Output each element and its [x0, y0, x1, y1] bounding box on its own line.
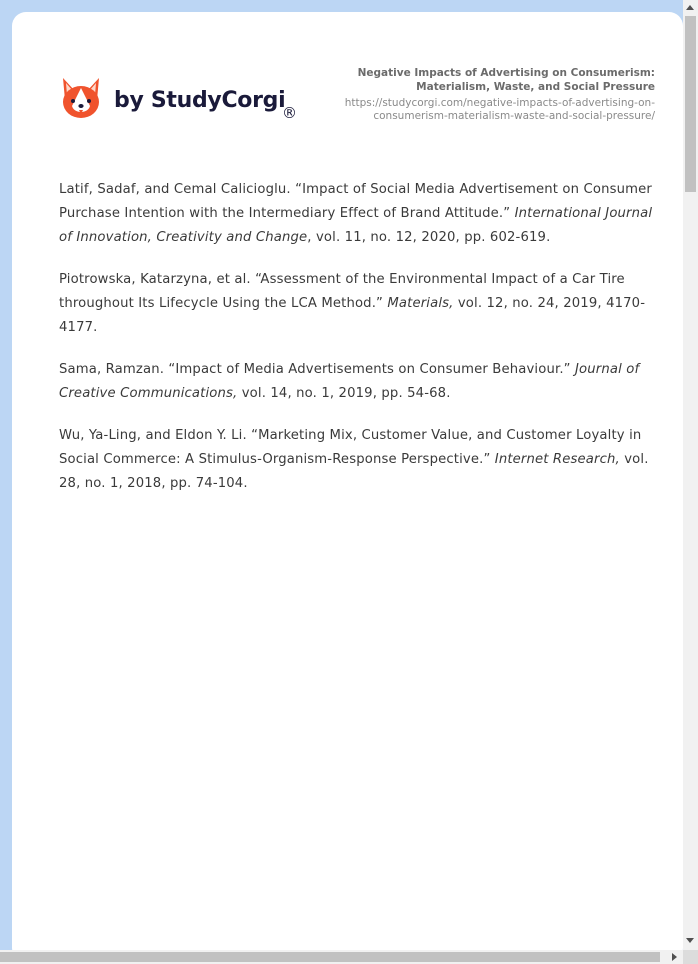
- document-title: [315, 66, 655, 94]
- reference-entry: [59, 424, 656, 496]
- document-url[interactable]: [315, 97, 655, 123]
- reference-journal: Internet Research,: [494, 452, 620, 467]
- scroll-down-arrow-icon[interactable]: [686, 938, 694, 943]
- scrollbar-corner: [683, 950, 698, 964]
- reference-journal: International Journal of Innovation, Creativity and Change: [59, 206, 653, 245]
- horizontal-scrollbar[interactable]: [0, 950, 683, 964]
- scroll-up-arrow-icon[interactable]: [686, 5, 694, 10]
- reference-details: vol. 28, no. 1, 2018, pp. 74-104.: [59, 452, 649, 491]
- reference-entry: [59, 268, 656, 340]
- works-cited-list: [59, 178, 656, 514]
- reference-details: vol. 14, no. 1, 2019, pp. 54-68.: [237, 386, 451, 401]
- reference-entry: [59, 178, 656, 250]
- logo-text: by StudyCorgi: [114, 87, 286, 113]
- reference-text: Latif, Sadaf, and Cemal Calicioglu. “Impact of Social Media Advertisement on Consumer Purchase Intention with the Intermediary Effect of Brand Attitude.”: [59, 182, 652, 221]
- document-header: [315, 66, 655, 123]
- vertical-scroll-thumb[interactable]: [685, 16, 696, 192]
- reference-details: vol. 12, no. 24, 2019, 4170-4177.: [59, 296, 646, 335]
- vertical-scrollbar[interactable]: [683, 0, 698, 950]
- corgi-logo-icon: [60, 76, 102, 120]
- reference-entry: [59, 358, 656, 406]
- document-title-line-2: Materialism, Waste, and Social Pressure: [416, 81, 655, 93]
- reference-details: , vol. 11, no. 12, 2020, pp. 602-619.: [307, 230, 551, 245]
- reference-text: Sama, Ramzan. “Impact of Media Advertisements on Consumer Behaviour.”: [59, 362, 575, 377]
- reference-journal: Materials,: [387, 296, 454, 311]
- horizontal-scroll-thumb[interactable]: [0, 952, 660, 962]
- document-page: [12, 12, 683, 962]
- scroll-right-arrow-icon[interactable]: [672, 953, 677, 961]
- document-url-line-2: consumerism-materialism-waste-and-social-pressure/: [373, 110, 655, 122]
- reference-text: Wu, Ya-Ling, and Eldon Y. Li. “Marketing Mix, Customer Value, and Customer Loyalty in Social Commerce: A Stimulus-Organism-Response Perspective.”: [59, 428, 642, 467]
- document-title-line-1: Negative Impacts of Advertising on Consumerism:: [357, 67, 655, 79]
- registered-mark: ®: [282, 104, 297, 122]
- reference-text: Piotrowska, Katarzyna, et al. “Assessment of the Environmental Impact of a Car Tire throughout Its Lifecycle Using the LCA Method.”: [59, 272, 625, 311]
- document-url-line-1: https://studycorgi.com/negative-impacts-of-advertising-on-: [344, 97, 655, 109]
- reference-journal: Journal of Creative Communications,: [59, 362, 640, 401]
- studycorgi-logo[interactable]: [60, 76, 297, 122]
